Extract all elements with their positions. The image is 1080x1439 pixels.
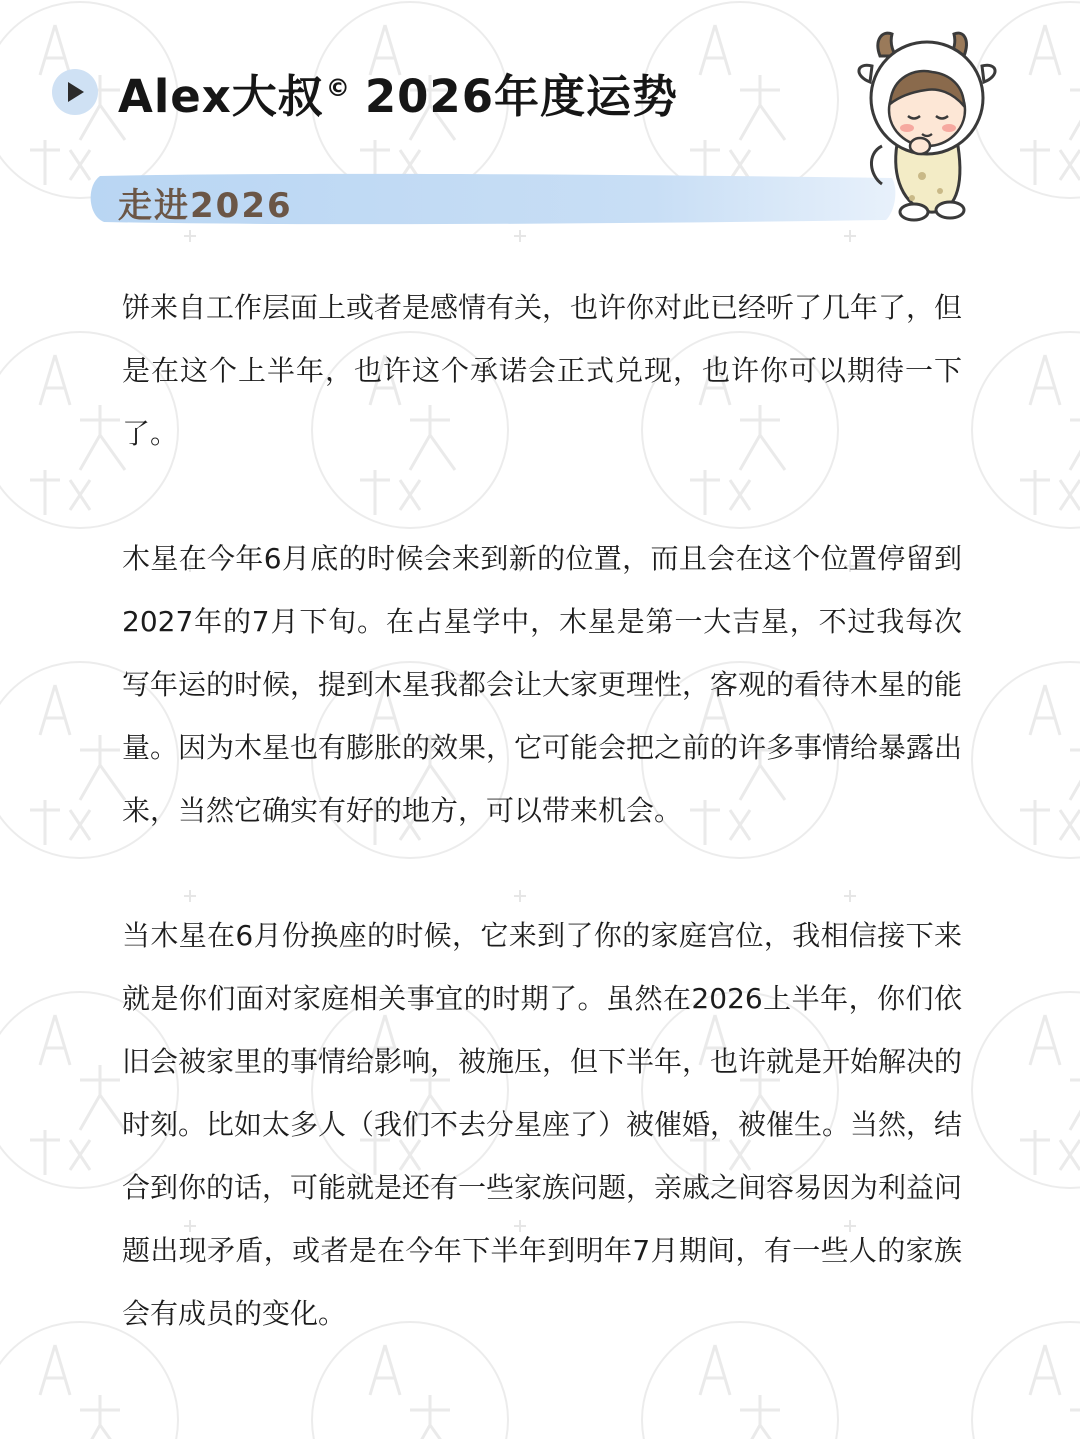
title-subtitle: 2026年度运势	[364, 69, 679, 123]
cow-hood-mascot-icon	[852, 26, 1002, 222]
page-header	[52, 62, 678, 122]
section-heading: 走进2026	[118, 186, 293, 226]
paragraph-1: 饼来自工作层面上或者是感情有关，也许你对此已经听了几年了，但是在这个上半年，也许这个承诺会正式兑现，也许你可以期待一下了。	[122, 291, 963, 450]
play-badge	[52, 69, 98, 115]
page-title	[118, 60, 678, 125]
paragraph-3: 当木星在6月份换座的时候，它来到了你的家庭宫位，我相信接下来就是你们面对家庭相关事宜的时期了。虽然在2026上半年，你们依旧会被家里的事情给影响，被施压，但下半年，也许就是开始解决的时刻。比如太多人（我们不去分星座了）被催婚，被催生。当然，结合到你的话，可能就是还有一些家族问题，亲戚之间容易因为利益问题出现矛盾，或者是在今年下半年到明年7月期间，有一些人的家族会有成员的变化。	[122, 919, 963, 1330]
play-triangle-icon	[64, 80, 86, 104]
copyright-mark: ©	[325, 73, 351, 102]
title-brand: Alex大叔	[118, 69, 324, 123]
article-body	[122, 276, 962, 1345]
paragraph-2: 木星在今年6月底的时候会来到新的位置，而且会在这个位置停留到2027年的7月下旬。在占星学中，木星是第一大吉星，不过我每次写年运的时候，提到木星我都会让大家更理性，客观的看待木星的能量。因为木星也有膨胀的效果，它可能会把之前的许多事情给暴露出来，当然它确实有好的地方，可以带来机会。	[122, 542, 963, 827]
